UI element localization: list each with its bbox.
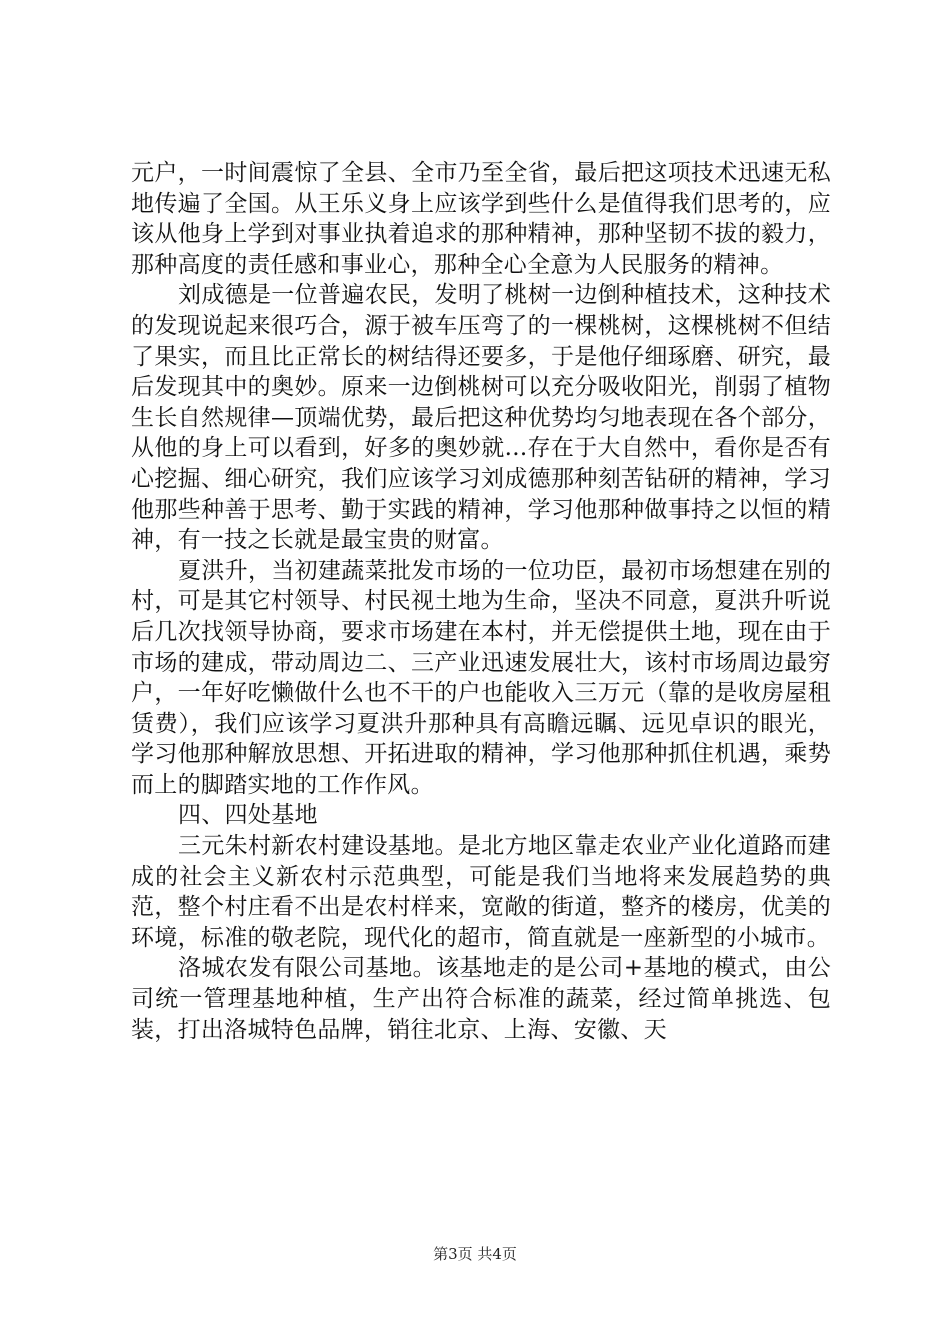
paragraph-luocheng-base: 洛城农发有限公司基地。该基地走的是公司+基地的模式，由公司统一管理基地种植，生产出符合标准的蔬菜，经过简单挑选、包装，打出洛城特色品牌，销往北京、上海、安徽、天 (131, 955, 831, 1043)
page-number-footer: 第3页 共4页 (433, 1245, 517, 1263)
paragraph-xia-hongsheng: 夏洪升，当初建蔬菜批发市场的一位功臣，最初市场想建在别的村，可是其它村领导、村民视土地为生命，坚决不同意，夏洪升听说后几次找领导协商，要求市场建在本村，并无偿提供土地，现在由于市场的建成，带动周边二、三产业迅速发展壮大，该村市场周边最穷户，一年好吃懒做什么也不干的户也能收入三万元（靠的是收房屋租赁费），我们应该学习夏洪升那种具有高瞻远瞩、远见卓识的眼光，学习他那种解放思想、开拓进取的精神，学习他那种抓住机遇，乘势而上的脚踏实地的工作作风。 (131, 557, 831, 798)
paragraph-sanyuanzhu-base: 三元朱村新农村建设基地。是北方地区靠走农业产业化道路而建成的社会主义新农村示范典型，可能是我们当地将来发展趋势的典范，整个村庄看不出是农村样来，宽敞的街道，整齐的楼房，优美的环境，标准的敬老院，现代化的超市，简直就是一座新型的小城市。 (131, 833, 831, 951)
document-body (131, 158, 831, 1045)
paragraph-liu-chengde: 刘成德是一位普遍农民，发明了桃树一边倒种植技术，这种技术的发现说起来很巧合，源于被车压弯了的一棵桃树，这棵桃树不但结了果实，而且比正常长的树结得还要多，于是他仔细琢磨、研究，最后发现其中的奥妙。原来一边倒桃树可以充分吸收阳光，削弱了植物生长自然规律—顶端优势，最后把这种优势均匀地表现在各个部分，从他的身上可以看到，好多的奥妙就...存在于大自然中，看你是否有心挖掘、细心研究，我们应该学习刘成德那种刻苦钻研的精神，学习他那些种善于思考、勤于实践的精神，学习他那种做事持之以恒的精神，有一技之长就是最宝贵的财富。 (131, 282, 831, 554)
paragraph-continuation: 元户，一时间震惊了全县、全市乃至全省，最后把这项技术迅速无私地传遍了全国。从王乐义身上应该学到些什么是值得我们思考的，应该从他身上学到对事业执着追求的那种精神，那种坚韧不拔的毅力，那种高度的责任感和事业心，那种全心全意为人民服务的精神。 (131, 160, 831, 278)
section-heading: 四、四处基地 (178, 802, 318, 829)
